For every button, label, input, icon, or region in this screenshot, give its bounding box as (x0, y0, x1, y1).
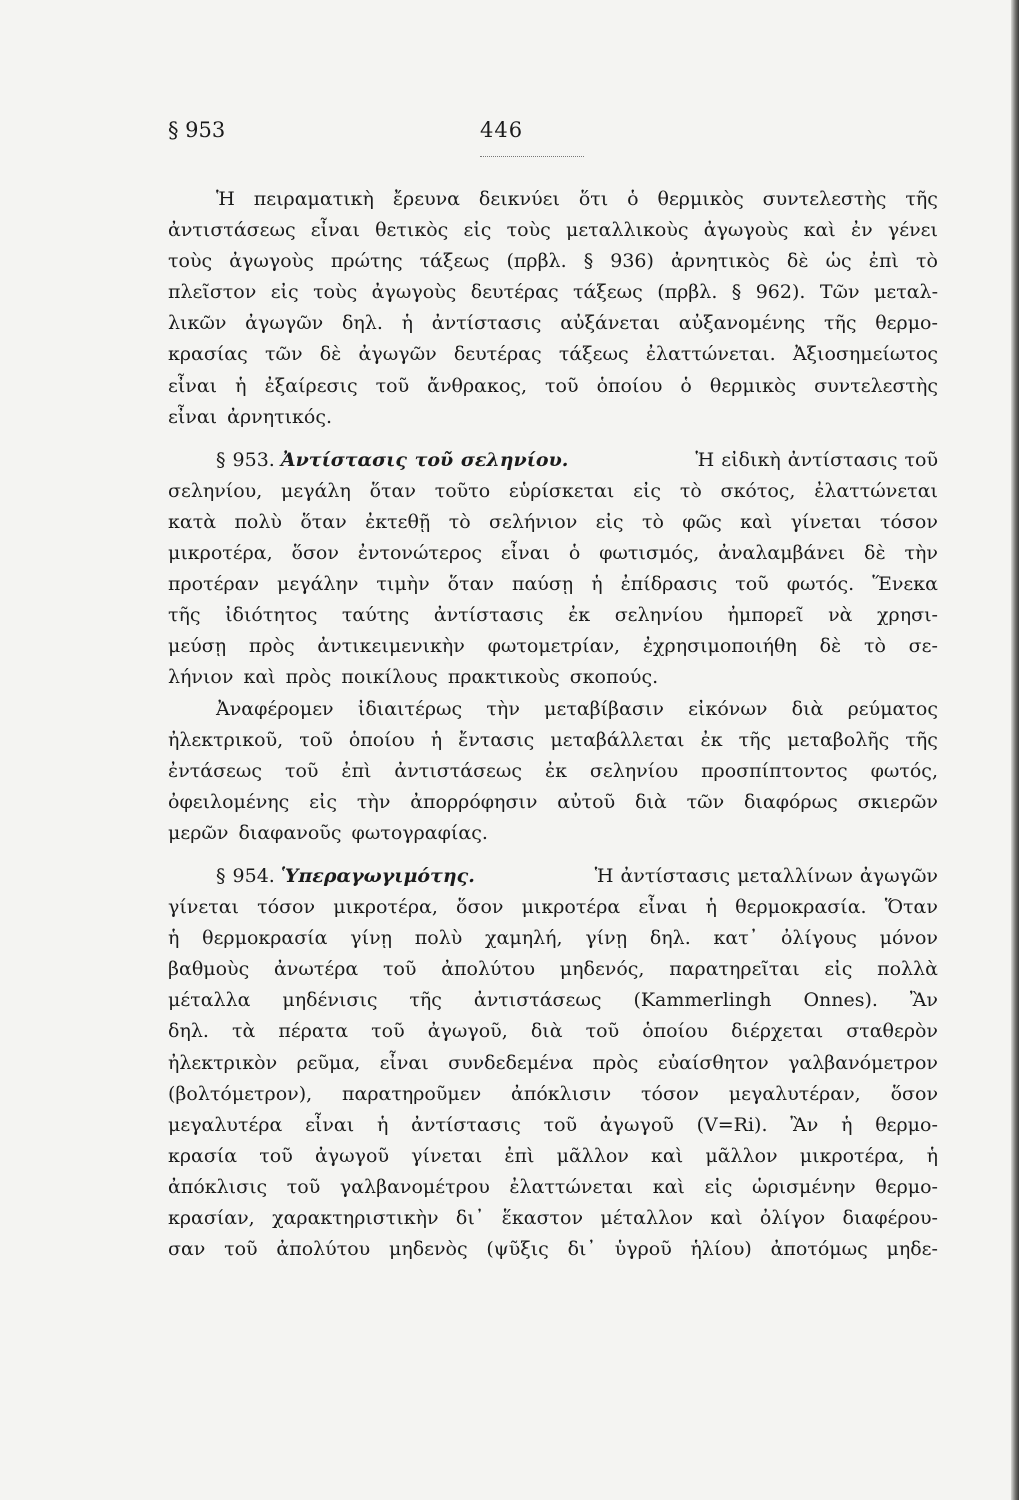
text-line: γίνεται τόσον μικροτέρα, ὅσον μικροτέρα εἶναι ἡ θερμοκρασία. Ὅταν (168, 896, 938, 919)
text-line: μέταλλα μηδένισις τῆς ἀντιστάσεως (Kammerlingh Onnes). Ἂν (168, 989, 938, 1012)
text-line: πλεῖστον εἰς τοὺς ἀγωγοὺς δευτέρας τάξεως (πρβλ. § 962). Τῶν μεταλ- (168, 281, 938, 304)
paragraph-superconductivity (168, 861, 938, 1265)
section-number: § 953. (216, 448, 275, 471)
text-line: σεληνίου, μεγάλη ὅταν τοῦτο εὑρίσκεται εἰς τὸ σκότος, ἐλαττώνεται (168, 479, 938, 502)
paragraph-thermal-coefficient (168, 184, 938, 433)
text-line: κρασίας τῶν δὲ ἀγωγῶν δευτέρας τάξεως ἐλαττώνεται. Ἀξιοσημείωτος (168, 343, 938, 366)
text-line: κατὰ πολὺ ὅταν ἐκτεθῇ τὸ σελήνιον εἰς τὸ φῶς καὶ γίνεται τόσον (168, 510, 938, 533)
paragraph-gap (168, 849, 938, 861)
section-reference: § 953 (168, 118, 226, 142)
paragraph-gap (168, 433, 938, 445)
text-line: ἀντιστάσεως εἶναι θετικὸς εἰς τοὺς μεταλλικοὺς ἀγωγοὺς καὶ ἐν γένει (168, 219, 938, 242)
paragraph-image-transmission (168, 694, 938, 849)
paragraph-selenium-resistance (168, 445, 938, 694)
text-line: λήνιον καὶ πρὸς ποικίλους πρακτικοὺς σκοπούς. (168, 666, 659, 689)
text-line: ἡ θερμοκρασία γίνῃ πολὺ χαμηλή, γίνῃ δηλ. κατ᾽ ὀλίγους μόνον (168, 927, 938, 950)
text-line: σαν τοῦ ἀπολύτου μηδενὸς (ψῦξις δι᾽ ὑγροῦ ἡλίου) ἀποτόμως μηδε- (168, 1238, 938, 1261)
text-line: κρασία τοῦ ἀγωγοῦ γίνεται ἐπὶ μᾶλλον καὶ μᾶλλον μικροτέρα, ἡ (168, 1144, 938, 1167)
text-line-rest: Ἡ εἰδικὴ ἀντίστασις τοῦ (695, 448, 938, 471)
text-line: Ἡ πειραματικὴ ἔρευνα δεικνύει ὅτι ὁ θερμικὸς συντελεστὴς τῆς (216, 188, 938, 210)
section-heading-line (168, 445, 938, 476)
section-title: Ἀντίστασις τοῦ σεληνίου. (280, 448, 569, 471)
page-header (168, 118, 938, 158)
text-line: μικροτέρα, ὅσον ἐντονώτερος εἶναι ὁ φωτισμός, ἀναλαμβάνει δὲ τὴν (168, 542, 938, 565)
page-edge-shadow (1011, 0, 1019, 1500)
text-line: τῆς ἰδιότητος ταύτης ἀντίστασις ἐκ σεληνίου ἠμπορεῖ νὰ χρησι- (168, 604, 938, 627)
text-line: ἠλεκτρικὸν ρεῦμα, εἶναι συνδεδεμένα πρὸς εὐαίσθητον γαλβανόμετρον (168, 1051, 938, 1074)
text-line: προτέραν μεγάλην τιμὴν ὅταν παύσῃ ἡ ἐπίδρασις τοῦ φωτός. Ἕνεκα (168, 573, 938, 596)
text-line: ἐντάσεως τοῦ ἐπὶ ἀντιστάσεως ἐκ σεληνίου προσπίπτοντος φωτός, (168, 759, 938, 782)
text-line: εἶναι ἀρνητικός. (168, 405, 333, 428)
text-line: δηλ. τὰ πέρατα τοῦ ἀγωγοῦ, διὰ τοῦ ὁποίου διέρχεται σταθερὸν (168, 1020, 938, 1043)
text-line: ἀπόκλισις τοῦ γαλβανομέτρου ἐλαττώνεται καὶ εἰς ὡρισμένην θερμο- (168, 1175, 938, 1198)
text-line: τοὺς ἀγωγοὺς πρώτης τάξεως (πρβλ. § 936) ἀρνητικὸς δὲ ὡς ἐπὶ τὸ (168, 250, 938, 273)
text-line: μεγαλυτέρα εἶναι ἡ ἀντίστασις τοῦ ἀγωγοῦ (V=Ri). Ἂν ἡ θερμο- (168, 1113, 938, 1136)
text-line: Ἀναφέρομεν ἰδιαιτέρως τὴν μεταβίβασιν εἰκόνων διὰ ρεύματος (216, 697, 938, 720)
text-line: εἶναι ἡ ἐξαίρεσις τοῦ ἄνθρακος, τοῦ ὁποίου ὁ θερμικὸς συντελεστὴς (168, 374, 938, 397)
text-line: μεύσῃ πρὸς ἀντικειμενικὴν φωτομετρίαν, ἐχρησιμοποιήθη δὲ τὸ σε- (168, 635, 938, 658)
text-line: ἠλεκτρικοῦ, τοῦ ὁποίου ἡ ἔντασις μεταβάλλεται ἐκ τῆς μεταβολῆς τῆς (168, 728, 938, 751)
text-line: λικῶν ἀγωγῶν δηλ. ἡ ἀντίστασις αὐξάνεται αὐξανομένης τῆς θερμο- (168, 312, 938, 335)
page-number-underline (480, 154, 584, 157)
text-line: (βολτόμετρον), παρατηροῦμεν ἀπόκλισιν τόσον μεγαλυτέραν, ὅσον (168, 1082, 938, 1105)
page-number: 446 (480, 118, 524, 142)
text-line: κρασίαν, χαρακτηριστικὴν δι᾽ ἕκαστον μέταλλον καὶ ὀλίγον διαφέρου- (168, 1207, 938, 1229)
page-body (168, 184, 938, 1265)
section-title: Ὑπεραγωγιμότης. (280, 864, 475, 887)
text-line: βαθμοὺς ἀνωτέρα τοῦ ἀπολύτου μηδενός, παρατηρεῖται εἰς πολλὰ (168, 958, 938, 981)
text-line: ὀφειλομένης εἰς τὴν ἀπορρόφησιν αὐτοῦ διὰ τῶν διαφόρως σκιερῶν (168, 790, 938, 813)
text-line: μερῶν διαφανοῦς φωτογραφίας. (168, 821, 488, 844)
section-number: § 954. (216, 864, 275, 887)
text-line-rest: Ἡ ἀντίστασις μεταλλίνων ἀγωγῶν (594, 864, 938, 887)
section-heading-line (168, 861, 938, 892)
